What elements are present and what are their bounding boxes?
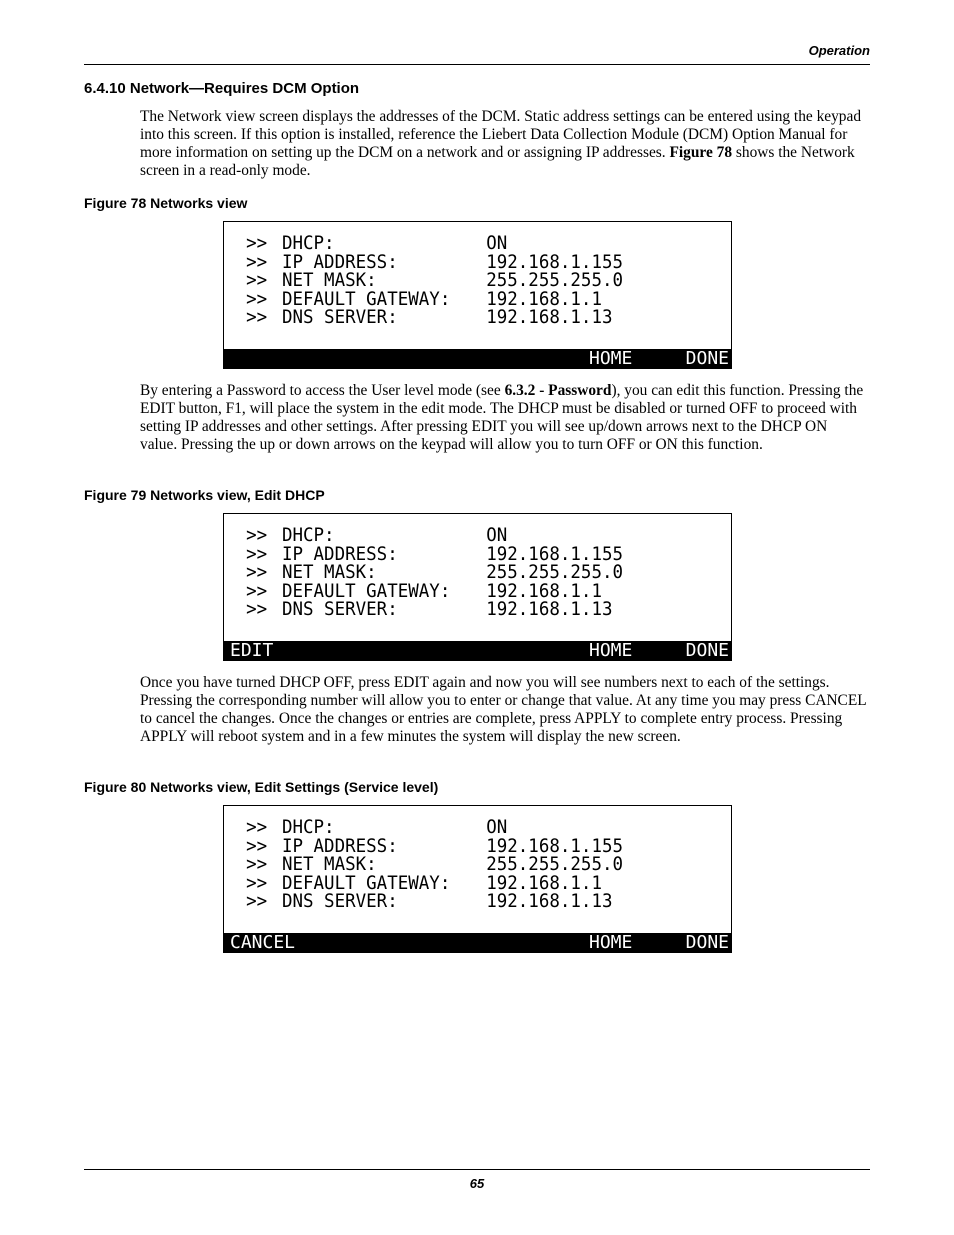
row-marker: >>: [246, 890, 268, 913]
softkey-home: HOME: [589, 640, 633, 661]
row-marker: >>: [246, 598, 268, 621]
row-value: ON: [486, 524, 508, 546]
row-value: 192.168.1.155: [486, 542, 624, 565]
softkey-edit: EDIT: [230, 640, 274, 661]
figure-80-caption: Figure 80 Networks view, Edit Settings (Service level): [84, 779, 439, 795]
softkey-done: DONE: [685, 348, 729, 369]
row-marker: >>: [246, 306, 268, 329]
section-title: 6.4.10 Network—Requires DCM Option: [84, 80, 360, 97]
row-value: 192.168.1.13: [486, 890, 613, 913]
running-header: Operation: [808, 43, 870, 58]
row-marker: >>: [246, 269, 268, 292]
row-label: IP ADDRESS:: [281, 250, 398, 273]
row-marker: >>: [246, 250, 268, 273]
row-label: DNS SERVER:: [281, 890, 398, 913]
row-value: 255.255.255.0: [486, 853, 624, 876]
row-value: 192.168.1.1: [486, 579, 602, 602]
header-rule: [84, 64, 870, 65]
softkey-done: DONE: [685, 640, 729, 661]
lcd-row-dns-server: [224, 308, 690, 327]
row-label: DHCP:: [281, 232, 335, 254]
row-marker: >>: [246, 287, 268, 310]
footer-rule: [84, 1169, 870, 1170]
row-label: NET MASK:: [281, 853, 377, 876]
edit-paragraph: [140, 382, 868, 454]
row-value: 255.255.255.0: [486, 269, 624, 292]
softkey-done: DONE: [685, 932, 729, 953]
row-marker: >>: [246, 524, 268, 546]
row-value: 192.168.1.155: [486, 250, 624, 273]
row-value: ON: [486, 232, 508, 254]
row-label: DEFAULT GATEWAY:: [281, 579, 451, 602]
row-marker: >>: [246, 816, 268, 838]
figure-78-reference: Figure 78: [669, 144, 733, 161]
row-marker: >>: [246, 542, 268, 565]
row-marker: >>: [246, 834, 268, 857]
figure-78-lcd-screen: [223, 221, 732, 369]
lcd-row-dns-server: [224, 600, 690, 619]
intro-paragraph: [140, 108, 868, 180]
row-label: DEFAULT GATEWAY:: [281, 871, 451, 894]
softkey-bar: [224, 641, 731, 660]
row-label: DHCP:: [281, 816, 335, 838]
row-label: DNS SERVER:: [281, 598, 398, 621]
lcd-row-dns-server: [224, 892, 690, 911]
page-number: 65: [469, 1176, 485, 1191]
row-marker: >>: [246, 871, 268, 894]
softkey-bar: [224, 349, 731, 368]
row-value: 192.168.1.13: [486, 598, 613, 621]
softkey-home: HOME: [589, 348, 633, 369]
figure-78-caption: Figure 78 Networks view: [84, 195, 248, 211]
intro-text-a: The Network view screen displays the addresses of the DCM. Static address settings can be entered using the keypad into this screen. If this option is installed, reference the Liebert Data Collection Module (DCM) Option Manual for more information on setting up the DCM on a network and or assigning IP addresses.: [140, 108, 862, 161]
row-label: NET MASK:: [281, 269, 377, 292]
row-marker: >>: [246, 561, 268, 584]
row-marker: >>: [246, 579, 268, 602]
row-label: IP ADDRESS:: [281, 834, 398, 857]
edit-text-b: ), you can edit this function. Pressing the EDIT button, F1, will place the system in the edit mode. The DHCP must be disabled or turned OFF to proceed with setting IP addresses and other settings. After pressing EDIT you will see up/down arrows next to the DHCP ON value. Pressing the up or down arrows on the keypad will allow you to turn OFF or ON this function.: [140, 382, 864, 453]
edit-text-a: By entering a Password to access the User level mode (see: [140, 382, 505, 399]
row-label: NET MASK:: [281, 561, 377, 584]
row-marker: >>: [246, 853, 268, 876]
row-value: 192.168.1.13: [486, 306, 613, 329]
softkey-cancel: CANCEL: [230, 932, 296, 953]
intro-text-b: shows the Network screen in a read-only mode.: [140, 144, 855, 179]
figure-79-lcd-screen: [223, 513, 732, 661]
row-label: DNS SERVER:: [281, 306, 398, 329]
row-label: DHCP:: [281, 524, 335, 546]
row-value: 192.168.1.155: [486, 834, 624, 857]
row-value: 192.168.1.1: [486, 287, 602, 310]
row-value: 255.255.255.0: [486, 561, 624, 584]
settings-paragraph: Once you have turned DHCP OFF, press EDIT again and now you will see numbers next to each of the settings. Pressing the corresponding number will allow you to enter or change that value. At any time you may press CANCEL to cancel the changes. Once the changes or entries are complete, press APPLY to complete entry process. Pressing APPLY will reboot system and in a few minutes the system will display the new screen.: [140, 674, 867, 745]
row-label: DEFAULT GATEWAY:: [281, 287, 451, 310]
row-marker: >>: [246, 232, 268, 254]
softkey-home: HOME: [589, 932, 633, 953]
row-value: 192.168.1.1: [486, 871, 602, 894]
figure-79-caption: Figure 79 Networks view, Edit DHCP: [84, 487, 325, 503]
row-value: ON: [486, 816, 508, 838]
password-section-reference: 6.3.2 - Password: [504, 382, 612, 399]
softkey-bar: [224, 933, 731, 952]
row-label: IP ADDRESS:: [281, 542, 398, 565]
figure-80-lcd-screen: [223, 805, 732, 953]
